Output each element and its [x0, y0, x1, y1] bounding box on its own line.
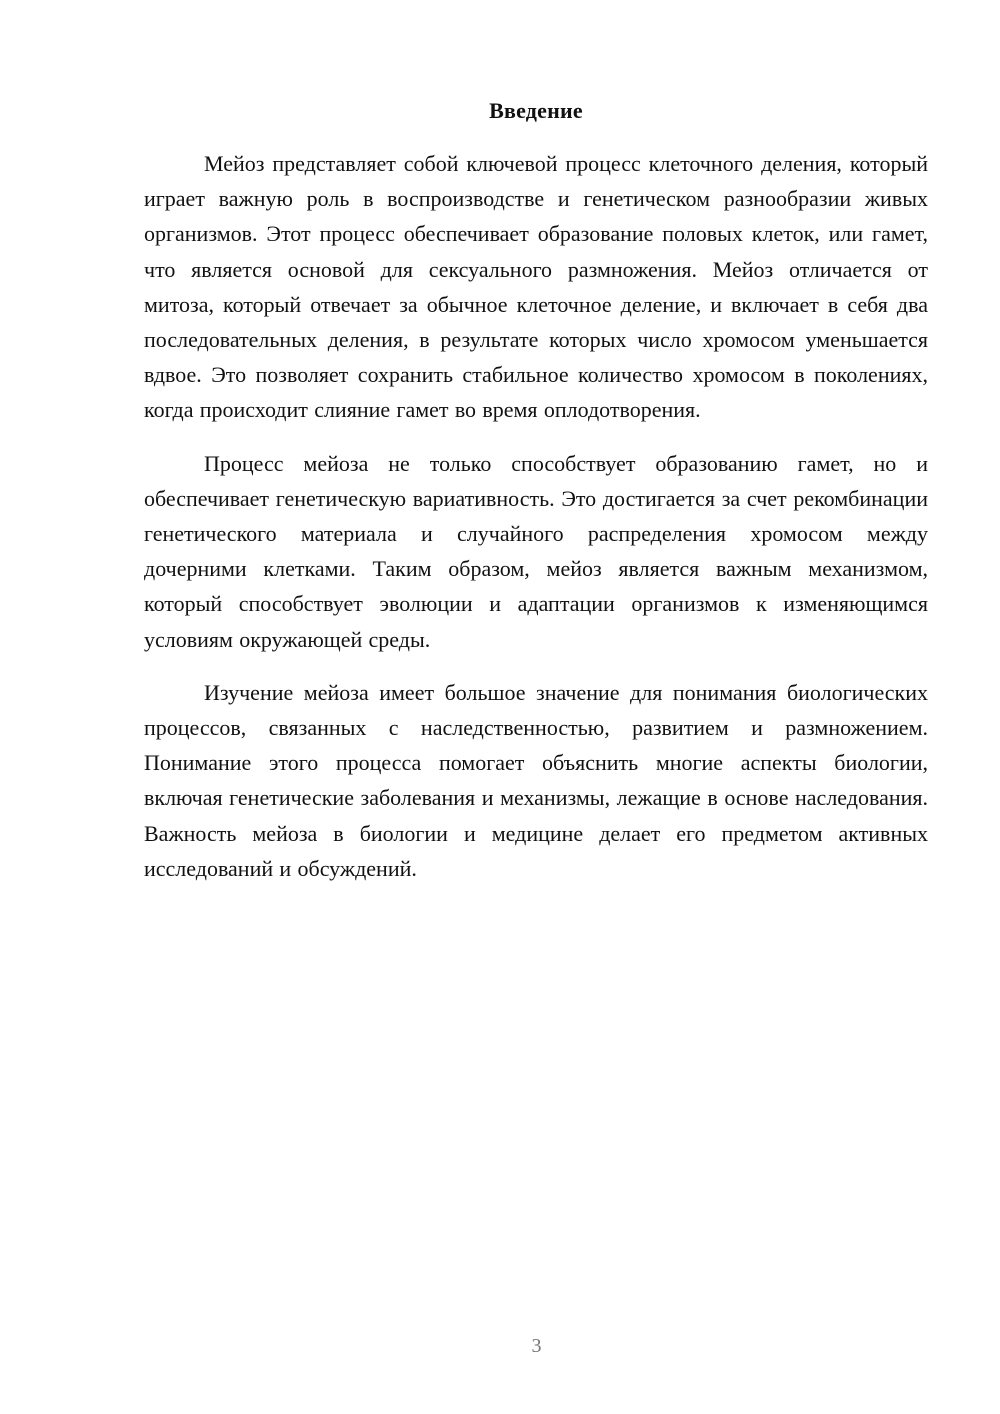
page-number: 3: [531, 1335, 542, 1357]
paragraph-2: Процесс мейоза не только способствует образованию гамет, но и обеспечивает генетическую вариативность. Это достигается за счет рекомбинации генетического материала и случайного распределения хромосом между дочерними клетками. Таким образом, мейоз является важным механизмом, который способствует эволюции и адаптации организмов к изменяющимся условиям окружающей среды.: [144, 450, 928, 652]
paragraph-1: Мейоз представляет собой ключевой процесс клеточного деления, который играет важную роль в воспроизводстве и генетическом разнообразии живых организмов. Этот процесс обеспечивает образование половых клеток, или гамет, что является основой для сексуального размножения. Мейоз отличается от митоза, который отвечает за обычное клеточное деление, и включает в себя два последовательных деления, в результате которых число хромосом уменьшается вдвое. Это позволяет сохранить стабильное количество хромосом в поколениях, когда происходит слияние гамет во время оплодотворения.: [144, 151, 928, 423]
document-content: [144, 94, 928, 886]
section-heading: Введение: [489, 98, 583, 123]
paragraph-3: Изучение мейоза имеет большое значение для понимания биологических процессов, связанных с наследственностью, развитием и размножением. Понимание этого процесса помогает объяснить многие аспекты биологии, включая генетические заболевания и механизмы, лежащие в основе наследования. Важность мейоза в биологии и медицине делает его предметом активных исследований и обсуждений.: [144, 679, 928, 881]
